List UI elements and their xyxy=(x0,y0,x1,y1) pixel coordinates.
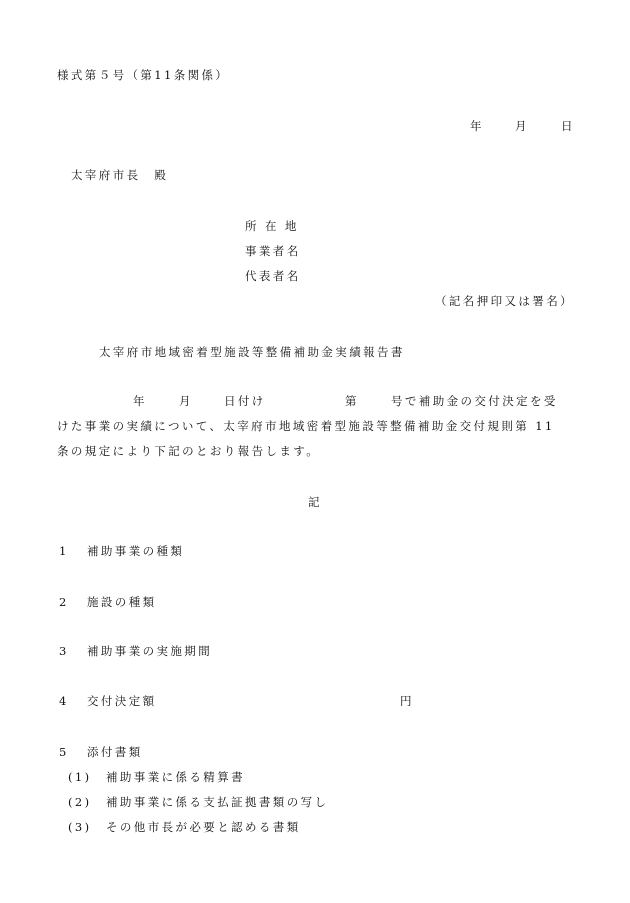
date-year: 年 xyxy=(470,119,484,133)
business-name-label: 事業者名 xyxy=(245,244,301,258)
item-label: 添付書類 xyxy=(87,745,143,759)
attachment-label: その他市長が必要と認める書類 xyxy=(106,820,301,834)
representative-label: 代表者名 xyxy=(245,269,301,283)
form-number: 様式第５号（第11条関係） xyxy=(57,68,230,82)
item-label: 補助事業の種類 xyxy=(87,544,185,558)
item-number: 2 xyxy=(59,595,69,609)
body-line-2: けた事業の実績について、太宰府市地域密着型施設等整備補助金交付規則第 11 xyxy=(57,419,555,433)
item-number: 3 xyxy=(59,644,69,658)
ki-heading: 記 xyxy=(308,495,322,509)
item-label: 交付決定額 xyxy=(87,694,157,708)
addressee: 太宰府市長 殿 xyxy=(71,168,169,182)
attachment-label: 補助事業に係る精算書 xyxy=(106,770,245,784)
attachment-number: (1) xyxy=(68,770,92,784)
attachment-number: (3) xyxy=(68,820,92,834)
ref-month: 月 xyxy=(179,394,193,408)
ref-dai: 第 xyxy=(345,394,359,408)
ref-day-dated: 日付け xyxy=(224,394,266,408)
date-day: 日 xyxy=(561,119,575,133)
attachment-number: (2) xyxy=(68,795,92,809)
item-label: 補助事業の実施期間 xyxy=(87,644,213,658)
ref-text: 号で補助金の交付決定を受 xyxy=(391,394,558,408)
date-month: 月 xyxy=(515,119,529,133)
yen-unit: 円 xyxy=(400,694,414,708)
item-number: 5 xyxy=(59,745,69,759)
document-title: 太宰府市地域密着型施設等整備補助金実績報告書 xyxy=(99,345,405,359)
ref-year: 年 xyxy=(133,394,147,408)
address-label: 所 在 地 xyxy=(245,219,299,233)
body-line-3: 条の規定により下記のとおり報告します。 xyxy=(57,444,321,458)
seal-note: （記名押印又は署名） xyxy=(435,294,574,308)
attachment-label: 補助事業に係る支払証拠書類の写し xyxy=(106,795,329,809)
item-label: 施設の種類 xyxy=(87,595,157,609)
item-number: 1 xyxy=(59,544,69,558)
item-number: 4 xyxy=(59,694,69,708)
